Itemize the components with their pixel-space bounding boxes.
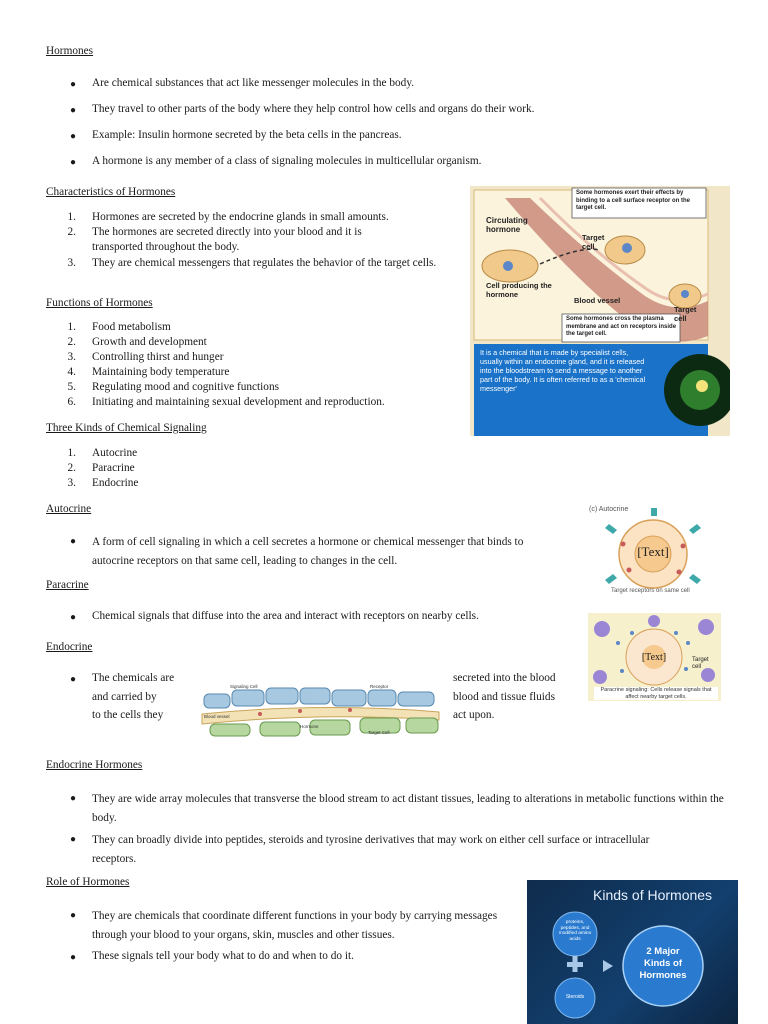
hormone-definition: It is a chemical that is made by specialist cells, usually within an endocrine gland, and it is released into the bloodstream to send a message to another part of the body. It is often referred to as a 'chemical messenger' [480, 348, 646, 393]
autocrine-center-text: [Text] [637, 544, 669, 559]
list-number: 3. [67, 477, 76, 489]
signaling-item-3: Endocrine [92, 477, 139, 489]
section-heading-endocrine: Endocrine [46, 641, 93, 653]
hormones-bullet-4: A hormone is any member of a class of signaling molecules in multicellular organism. [92, 155, 482, 167]
paracrine-center-text: [Text] [641, 652, 667, 663]
functions-item-1: Food metabolism [92, 321, 171, 333]
functions-item-3: Controlling thirst and hunger [92, 351, 224, 363]
hormone-label: Hormone [300, 724, 319, 729]
list-number: 3. [67, 351, 76, 363]
paracrine-bullet: Chemical signals that diffuse into the area and interact with receptors on nearby cells. [92, 610, 479, 622]
functions-item-4: Maintaining body temperature [92, 366, 230, 378]
kinds-of-hormones-slide [527, 880, 738, 1024]
bullet-icon: ● [70, 79, 77, 90]
slide-steroids-text: Steroids [565, 994, 585, 1000]
receptor-label: Receptor [370, 684, 389, 689]
signaling-item-1: Autocrine [92, 447, 138, 459]
characteristics-item-3: They are chemical messengers that regulates the behavior of the target cells. [92, 257, 437, 269]
hormones-bullet-3: Example: Insulin hormone secreted by the beta cells in the pancreas. [92, 129, 402, 141]
functions-item-2: Growth and development [92, 336, 207, 348]
autocrine-caption: Target receptors on same cell [611, 588, 690, 594]
endocrine-hormones-bullet-1: They are wide array molecules that transverse the blood stream to act distant tissues, leading to alterations in metabolic functions within the body. [92, 793, 724, 824]
list-number: 6. [67, 396, 76, 408]
section-heading-functions: Functions of Hormones [46, 297, 153, 309]
endocrine-hormones-bullet-2: They can broadly divide into peptides, steroids and tyrosine derivatives that may work on either cell surface or intracellular receptors. [92, 834, 650, 865]
endocrine-diagram [200, 684, 441, 738]
note-bottom-label: Some hormones cross the plasma membrane and act on receptors inside the target cell. [566, 316, 677, 337]
autocrine-figure [583, 502, 729, 598]
list-number: 5. [67, 381, 76, 393]
bullet-icon: ● [70, 612, 77, 623]
list-number: 2. [67, 462, 76, 474]
endocrine-left-line-1: The chemicals are [92, 672, 175, 684]
paracrine-figure [588, 613, 721, 701]
endocrine-right-line-2: blood and tissue fluids [453, 691, 555, 703]
list-number: 3. [67, 257, 76, 269]
section-heading-characteristics: Characteristics of Hormones [46, 186, 176, 198]
target-cell-label-2: Target cell [674, 305, 697, 323]
note-top-label: Some hormones exert their effects by binding to a cell surface receptor on the target cell. [576, 190, 691, 211]
blood-vessel-label: Blood vessel [204, 714, 230, 719]
bullet-icon: ● [70, 105, 77, 116]
endocrine-right-line-3: act upon. [453, 709, 495, 721]
section-heading-hormones: Hormones [46, 45, 94, 57]
list-number: 2. [67, 226, 76, 238]
bullet-icon: ● [70, 793, 77, 804]
list-number: 1. [67, 447, 76, 459]
functions-item-6: Initiating and maintaining sexual development and reproduction. [92, 396, 385, 408]
circulating-hormone-figure [470, 186, 730, 436]
endocrine-right-line-1: secreted into the blood [453, 672, 556, 684]
paracrine-target-label: Target cell [692, 657, 709, 670]
list-number: 1. [67, 211, 76, 223]
autocrine-tag: (c) Autocrine [589, 506, 629, 513]
autocrine-bullet: A form of cell signaling in which a cell secretes a hormone or chemical messenger that binds to autocrine receptors on that same cell, leading to changes in the cell. [92, 536, 524, 567]
endocrine-left-line-3: to the cells they [92, 709, 164, 721]
list-number: 2. [67, 336, 76, 348]
signaling-cell-label: Signaling Cell [230, 684, 258, 689]
bullet-icon: ● [70, 834, 77, 845]
hormones-bullet-2: They travel to other parts of the body where they help control how cells and organs do their work. [92, 103, 535, 115]
list-number: 4. [67, 366, 76, 378]
target-cell-label: Target Cell [368, 730, 390, 735]
slide-big-circle-text: 2 Major Kinds of Hormones [639, 946, 687, 981]
characteristics-item-2: The hormones are secreted directly into your blood and it is transported throughout the body. [92, 226, 362, 253]
section-heading-signaling: Three Kinds of Chemical Signaling [46, 422, 207, 434]
paracrine-caption: Paracrine signaling: Cells release signals that affect nearby target cells. [594, 687, 718, 700]
bullet-icon: ● [70, 536, 77, 547]
list-number: 1. [67, 321, 76, 333]
section-heading-autocrine: Autocrine [46, 503, 92, 515]
cell-producing-label: Cell producing the hormone [486, 281, 552, 299]
bullet-icon: ● [70, 674, 77, 685]
section-heading-role: Role of Hormones [46, 876, 130, 888]
target-cell-label-1: Target cell [582, 233, 605, 251]
section-heading-paracrine: Paracrine [46, 579, 89, 591]
endocrine-figure [200, 684, 441, 738]
bullet-icon: ● [70, 910, 77, 921]
bullet-icon: ● [70, 157, 77, 168]
functions-item-5: Regulating mood and cognitive functions [92, 381, 279, 393]
role-bullet-2: These signals tell your body what to do and when to do it. [92, 950, 354, 962]
role-bullet-1: They are chemicals that coordinate different functions in your body by carrying messages through your blood to your organs, skin, muscles and other tissues. [92, 910, 498, 941]
circulating-hormone-label: Circulating hormone [486, 216, 528, 234]
slide-small-circle-text: proteins, peptides, and modified amino acids [558, 920, 592, 942]
signaling-item-2: Paracrine [92, 462, 135, 474]
slide-title: Kinds of Hormones [593, 887, 713, 903]
bullet-icon: ● [70, 131, 77, 142]
section-heading-endocrine-hormones: Endocrine Hormones [46, 759, 143, 771]
bullet-icon: ● [70, 952, 77, 963]
characteristics-item-1: Hormones are secreted by the endocrine glands in small amounts. [92, 211, 389, 223]
endocrine-left-line-2: and carried by [92, 691, 157, 703]
blood-vessel-label: Blood vessel [574, 296, 621, 305]
hormones-bullet-1: Are chemical substances that act like messenger molecules in the body. [92, 77, 415, 89]
